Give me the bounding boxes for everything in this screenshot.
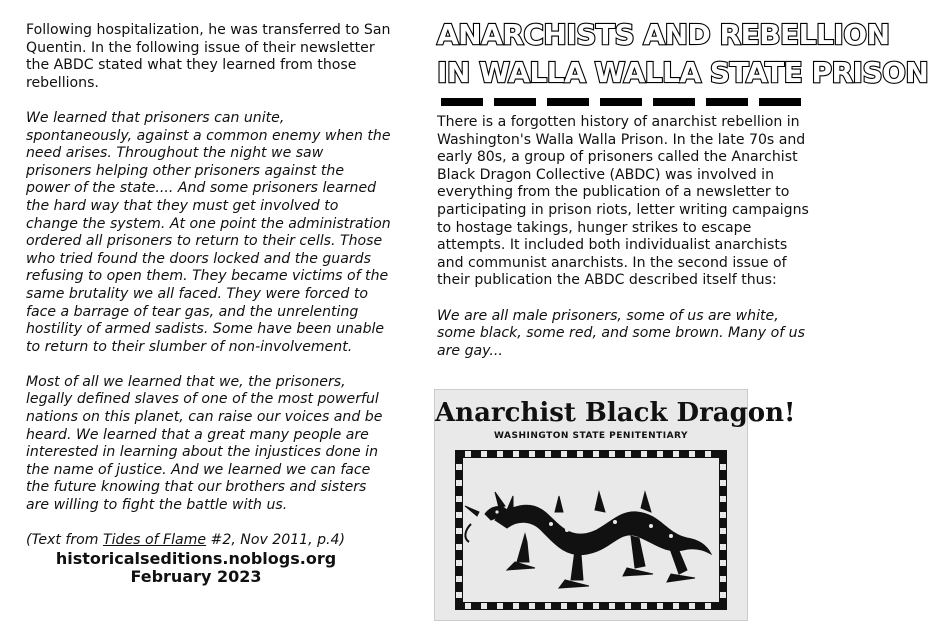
- title-line-2: IN WALLA WALLA STATE PRISON: [437, 56, 928, 89]
- title-dashes: [441, 98, 801, 106]
- citation: [26, 532, 391, 550]
- citation-prefix: (Text from: [26, 532, 103, 549]
- intro-paragraph: Following hospitalization, he was transferred to San Quentin. In the following issue of their newsletter the ABDC stated what they learned from those rebellions.: [26, 22, 391, 91]
- footer: [26, 550, 366, 586]
- dash: [706, 98, 748, 106]
- citation-title: Tides of Flame: [102, 532, 207, 549]
- abdc-quote: We are all male prisoners, some of us are white, some black, some red, and some brown. Many of us are gay...: [437, 307, 805, 359]
- title-line-1: ANARCHISTS AND REBELLION: [437, 18, 890, 51]
- footer-date: February 2023: [130, 566, 262, 586]
- dragon-logo: [434, 389, 796, 621]
- history-paragraph: There is a forgotten history of anarchist rebellion in Washington's Walla Walla Prison. In the late 70s and early 80s, a group of prisoners called the Anarchist Black Dragon Collective (ABDC) was involved in everything from the publication of a newsletter to participating in prison riots, letter writing campaigns to hostage takings, hunger strikes to escape attempts. It included both individualist anarchists and communist anarchists. In the second issue of their publication the ABDC described itself thus:: [437, 114, 809, 289]
- quote-paragraph-1: We learned that prisoners can unite, spontaneously, against a common enemy when the need arises. Throughout the night we saw prisoners helping other prisoners against the power of the state.... And some prisoners learned the hard way that they must get involved to change the system. At one point the administration ordered all prisoners to return to their cells. Those who tried found the doors locked and the guards refusing to open them. They became victims of the same brutality we all faced. They were forced to face a barrage of tear gas, and the unrelenting hostility of armed sadists. Some have been unable to return to their slumber of non-involvement.: [26, 109, 391, 355]
- dragon-illustration-icon: [455, 450, 727, 610]
- left-column: [26, 22, 391, 586]
- dash: [759, 98, 801, 106]
- footer-url: historicalseditions.noblogs.org: [55, 548, 337, 568]
- logo-title: Anarchist Black Dragon!: [435, 398, 796, 428]
- dash: [494, 98, 536, 106]
- dash: [653, 98, 695, 106]
- right-body: [437, 114, 809, 378]
- quote-paragraph-2: Most of all we learned that we, the prisoners, legally defined slaves of one of the most powerful nations on this planet, can raise our voices and be heard. We learned that a great many people are interested in learning about the injustices done in the name of justice. And we learned we can face the future knowing that our brothers and sisters are willing to fight the battle with us.: [26, 373, 383, 514]
- logo-subtitle: WASHINGTON STATE PENITENTIARY: [493, 431, 689, 441]
- dash: [600, 98, 642, 106]
- citation-suffix: #2, Nov 2011, p.4): [206, 532, 345, 549]
- dash: [441, 98, 483, 106]
- dash: [547, 98, 589, 106]
